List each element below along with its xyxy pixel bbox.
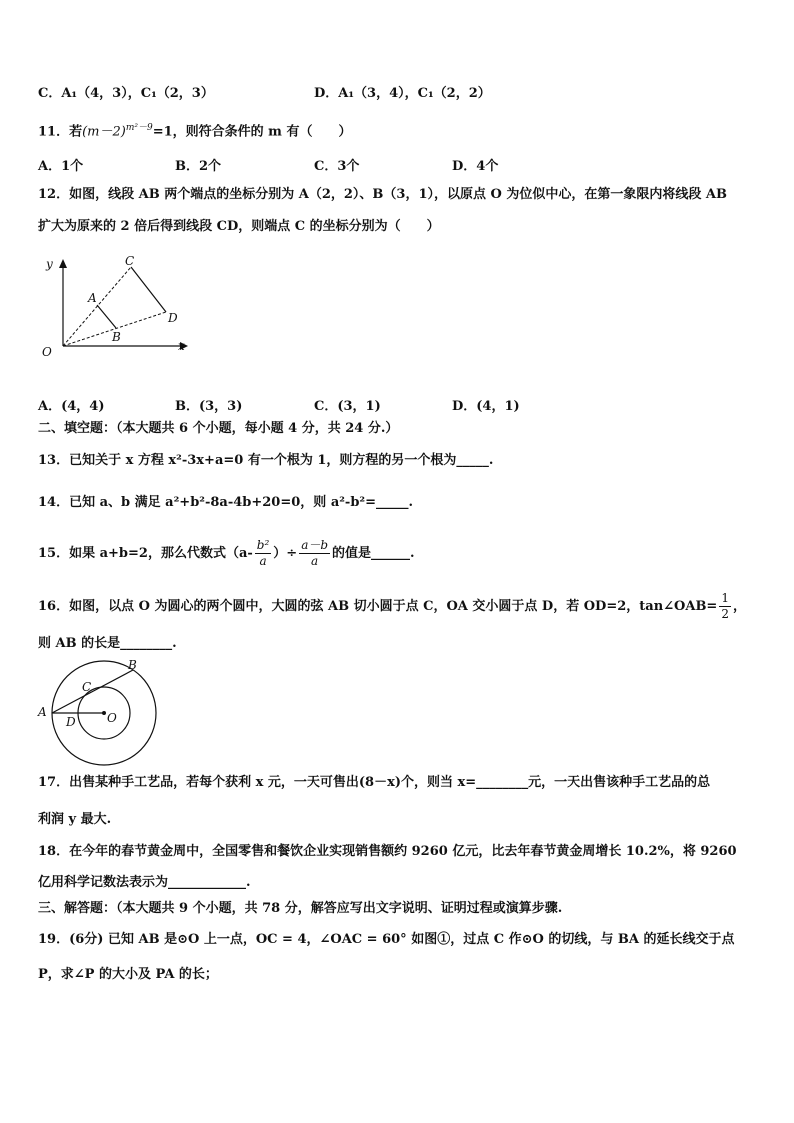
q11-option-c: C．3个 — [314, 159, 360, 174]
q15-tail: 的值是______. — [332, 546, 415, 561]
q14: 14．已知 a、b 满足 a²+b²-8a-4b+20=0，则 a²-b²=_____. — [38, 495, 414, 510]
q16-frac — [719, 591, 731, 622]
q17-line2: 利润 y 最大. — [38, 812, 112, 827]
q18-line1: 18．在今年的春节黄金周中，全国零售和餐饮企业实现销售额约 9260 亿元，比去年春节黄金周增长 10.2%，将 9260 — [38, 844, 737, 859]
label-b: B — [112, 330, 121, 344]
section2-heading: 二、填空题：（本大题共 6 个小题，每小题 4 分，共 24 分.） — [38, 421, 399, 436]
q19-line2: P，求∠P 的大小及 PA 的长； — [38, 967, 218, 982]
label-d: D — [66, 715, 76, 729]
q18-line2: 亿用科学记数法表示为____________. — [38, 875, 251, 890]
q10-option-c: C．A₁（4，3），C₁（2，3） — [38, 86, 214, 101]
q12-figure — [30, 252, 200, 360]
q12-option-b: B．(3，3) — [175, 399, 243, 414]
q16-figure — [34, 658, 164, 768]
q15-frac1 — [255, 538, 272, 569]
q12-option-d: D．(4，1) — [452, 399, 520, 414]
q15-frac1-num: b² — [256, 538, 270, 552]
q15-frac2 — [299, 538, 330, 569]
q10-option-d: D．A₁（3，4），C₁（2，2） — [314, 86, 491, 101]
segment-cd — [131, 267, 166, 312]
q12-options — [38, 395, 758, 413]
label-o: O — [42, 345, 52, 359]
q15-frac2-den: a — [311, 554, 319, 568]
label-x: x — [178, 339, 185, 353]
q11-tail: =1，则符合条件的 m 有（ ） — [152, 124, 352, 140]
label-a: A — [38, 705, 47, 719]
q11-option-d: D．4个 — [452, 159, 499, 174]
q11-expr-exp: m²－9 — [125, 123, 153, 133]
q11-stem — [38, 119, 351, 141]
q15-frac2-num: a－b — [301, 538, 329, 552]
q16-frac-num: 1 — [721, 591, 729, 605]
label-d: D — [168, 311, 178, 325]
chord-ab — [52, 670, 133, 713]
q19-line1: 19．(6分) 已知 AB 是⊙O 上一点，OC = 4，∠OAC = 60° 如图①，过点 C 作⊙O 的切线，与 BA 的延长线交于点 — [38, 932, 735, 947]
q11-number: 11．若 — [38, 124, 83, 140]
q15-mid: ）÷ — [273, 546, 298, 561]
q16-frac-den: 2 — [721, 607, 729, 621]
segment-ab — [97, 305, 116, 328]
q15 — [38, 535, 415, 573]
q12-line1: 12．如图，线段 AB 两个端点的坐标分别为 A（2，2）、B（3，1），以原点 O 为位似中心，在第一象限内将线段 AB — [38, 187, 727, 202]
q11-option-a: A．1个 — [38, 159, 84, 174]
q11-expr-base: (m－2) — [82, 124, 126, 140]
q12-option-a: A．(4，4) — [38, 399, 105, 414]
q15-frac1-den: a — [259, 554, 267, 568]
section3-heading: 三、解答题：（本大题共 9 个小题，共 78 分，解答应写出文字说明、证明过程或演算步骤. — [38, 901, 563, 916]
y-axis-arrow — [59, 259, 67, 268]
q12-line2: 扩大为原来的 2 倍后得到线段 CD，则端点 C 的坐标分别为（ ） — [38, 219, 440, 234]
label-a: A — [88, 291, 97, 305]
q13: 13．已知关于 x 方程 x²-3x+a=0 有一个根为 1，则方程的另一个根为_____. — [38, 453, 494, 468]
label-o: O — [107, 711, 117, 725]
q17-line1: 17．出售某种手工艺品，若每个获利 x 元，一天可售出(8－x)个，则当 x=________元，一天出售该种手工艺品的总 — [38, 775, 711, 790]
label-y: y — [46, 257, 53, 271]
q11-option-b: B．2个 — [175, 159, 222, 174]
q16-line1-tail: ， — [732, 599, 746, 614]
q16-line1-head: 16．如图，以点 O 为圆心的两个圆中，大圆的弦 AB 切小圆于点 C，OA 交小圆于点 D，若 OD=2，tan∠OAB= — [38, 599, 718, 614]
q16-line2: 则 AB 的长是________. — [38, 636, 177, 651]
label-c: C — [125, 254, 135, 268]
q10-options — [38, 82, 758, 100]
q15-head: 15．如果 a+b=2，那么代数式（a- — [38, 546, 253, 561]
center-point — [102, 711, 106, 715]
q12-option-c: C．(3，1) — [314, 399, 381, 414]
label-c: C — [82, 680, 92, 694]
label-b: B — [128, 658, 137, 672]
q16-line1 — [38, 588, 746, 626]
q11-options — [38, 155, 758, 173]
